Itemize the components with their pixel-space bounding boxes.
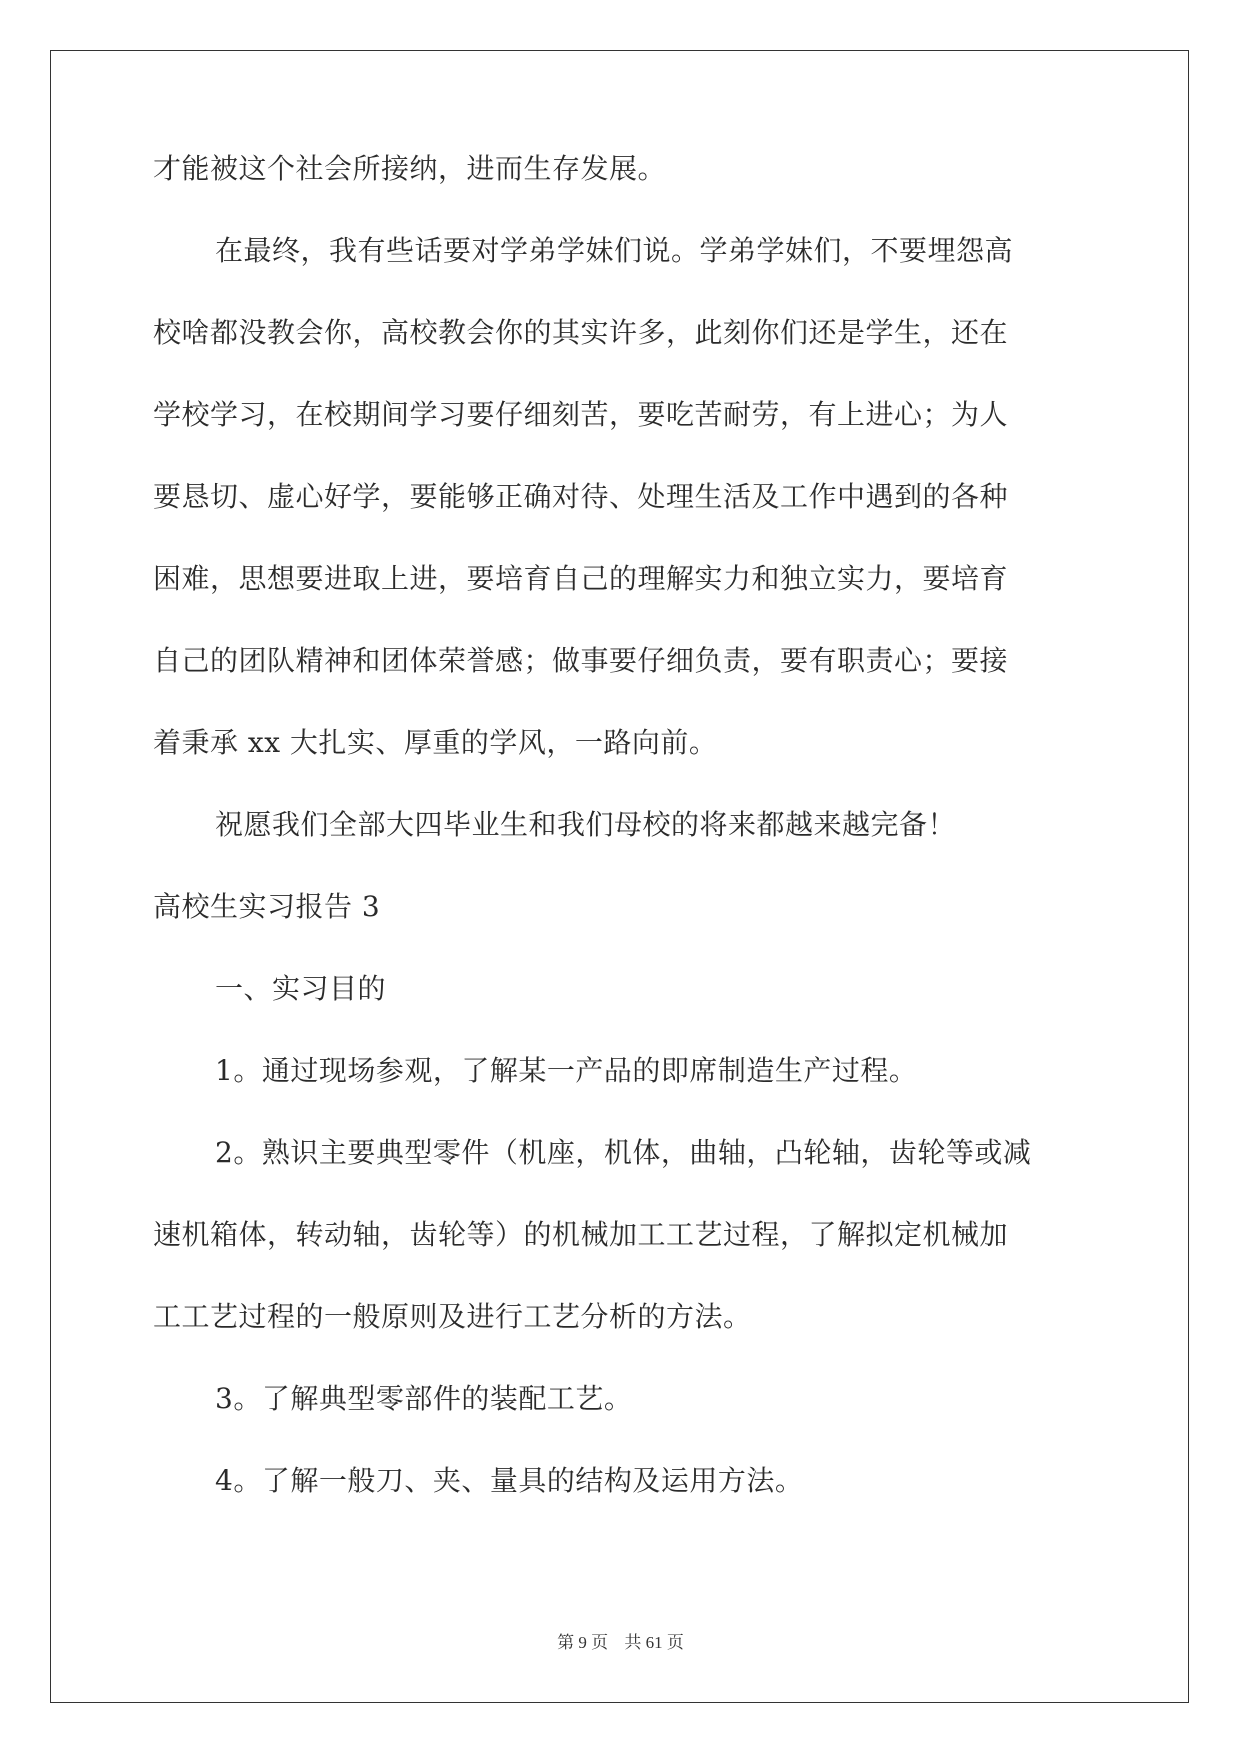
paragraph-line: 祝愿我们全部大四毕业生和我们母校的将来都越来越完备！ xyxy=(215,808,957,841)
paragraph-line: 困难，思想要进取上进，要培育自己的理解实力和独立实力，要培育 xyxy=(153,562,1009,595)
document-body xyxy=(153,152,1093,1522)
paragraph-line: 要恳切、虚心好学，要能够正确对待、处理生活及工作中遇到的各种 xyxy=(153,480,1009,513)
page-number-current: 第 9 页 xyxy=(557,1633,609,1652)
paragraph-line: 校啥都没教会你，高校教会你的其实许多，此刻你们还是学生，还在 xyxy=(153,316,1009,349)
list-item: 1。通过现场参观，了解某一产品的即席制造生产过程。 xyxy=(215,1054,918,1087)
list-item: 2。熟识主要典型零件（机座，机体，曲轴，凸轮轴，齿轮等或减 xyxy=(215,1136,1032,1169)
paragraph-line: 自己的团队精神和团体荣誉感；做事要仔细负责，要有职责心；要接 xyxy=(153,644,1009,677)
list-item: 3。了解典型零部件的装配工艺。 xyxy=(215,1382,633,1415)
list-item-continued: 速机箱体，转动轴，齿轮等）的机械加工工艺过程，了解拟定机械加 xyxy=(153,1218,1009,1251)
list-item: 4。了解一般刀、夹、量具的结构及运用方法。 xyxy=(215,1464,804,1497)
list-item-continued: 工工艺过程的一般原则及进行工艺分析的方法。 xyxy=(153,1300,752,1333)
paragraph-line: 着秉承 xx 大扎实、厚重的学风，一路向前。 xyxy=(153,726,718,759)
paragraph-line: 在最终，我有些话要对学弟学妹们说。学弟学妹们，不要埋怨高 xyxy=(215,234,1014,267)
section-heading: 高校生实习报告 3 xyxy=(153,890,381,923)
paragraph-line: 学校学习，在校期间学习要仔细刻苦，要吃苦耐劳，有上进心；为人 xyxy=(153,398,1009,431)
page-footer xyxy=(0,1628,1241,1653)
subsection-heading: 一、实习目的 xyxy=(215,972,387,1005)
paragraph-line: 才能被这个社会所接纳，进而生存发展。 xyxy=(153,152,667,185)
page-number-total: 共 61 页 xyxy=(624,1633,684,1652)
